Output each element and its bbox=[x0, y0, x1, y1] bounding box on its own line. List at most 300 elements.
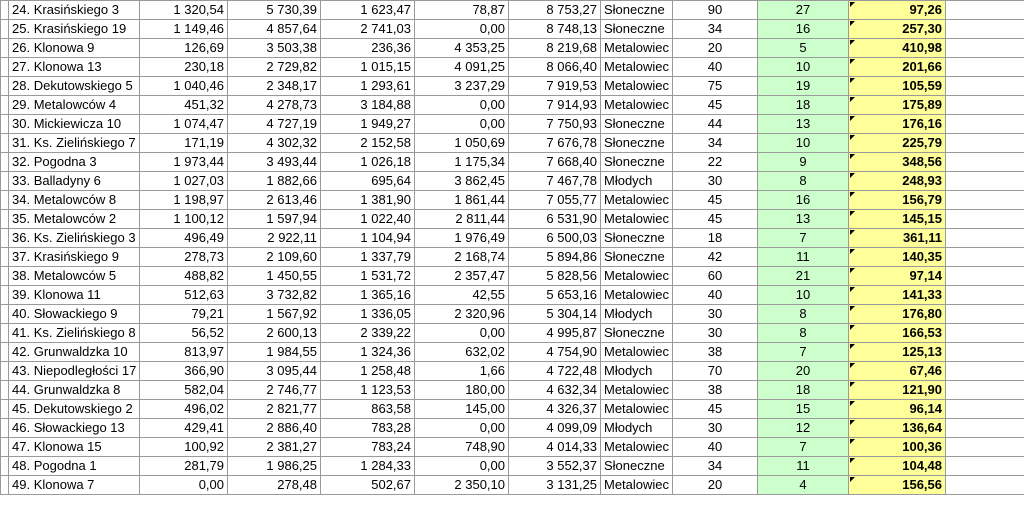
count1-cell[interactable]: 45 bbox=[673, 191, 758, 210]
row-gutter-cell[interactable] bbox=[1, 115, 9, 134]
value2-cell[interactable]: 4 302,32 bbox=[228, 134, 321, 153]
total-cell[interactable]: 4 099,09 bbox=[509, 419, 601, 438]
value2-cell[interactable]: 1 597,94 bbox=[228, 210, 321, 229]
total-cell[interactable]: 7 668,40 bbox=[509, 153, 601, 172]
total-cell[interactable]: 5 894,86 bbox=[509, 248, 601, 267]
empty-cell[interactable] bbox=[946, 476, 1024, 495]
row-gutter-cell[interactable] bbox=[1, 324, 9, 343]
street-cell[interactable] bbox=[9, 267, 140, 286]
count1-cell[interactable]: 30 bbox=[673, 324, 758, 343]
count1-cell[interactable]: 40 bbox=[673, 58, 758, 77]
score-cell[interactable]: 166,53 bbox=[849, 324, 946, 343]
count1-cell[interactable]: 34 bbox=[673, 457, 758, 476]
count1-cell[interactable]: 60 bbox=[673, 267, 758, 286]
value4-cell[interactable]: 180,00 bbox=[415, 381, 509, 400]
score-cell[interactable]: 96,14 bbox=[849, 400, 946, 419]
value1-cell[interactable]: 281,79 bbox=[140, 457, 228, 476]
value1-cell[interactable]: 496,49 bbox=[140, 229, 228, 248]
street-cell[interactable] bbox=[9, 229, 140, 248]
value4-cell[interactable]: 4 091,25 bbox=[415, 58, 509, 77]
street-cell[interactable] bbox=[9, 381, 140, 400]
value1-cell[interactable]: 429,41 bbox=[140, 419, 228, 438]
value4-cell[interactable]: 0,00 bbox=[415, 96, 509, 115]
row-gutter-cell[interactable] bbox=[1, 419, 9, 438]
score-cell[interactable]: 97,26 bbox=[849, 1, 946, 20]
value1-cell[interactable]: 813,97 bbox=[140, 343, 228, 362]
count2-cell[interactable]: 12 bbox=[758, 419, 849, 438]
value4-cell[interactable]: 2 350,10 bbox=[415, 476, 509, 495]
value3-cell[interactable]: 1 337,79 bbox=[321, 248, 415, 267]
value4-cell[interactable]: 145,00 bbox=[415, 400, 509, 419]
district-cell[interactable]: Młodych bbox=[601, 419, 673, 438]
empty-cell[interactable] bbox=[946, 58, 1024, 77]
score-cell[interactable]: 361,11 bbox=[849, 229, 946, 248]
value2-cell[interactable]: 3 095,44 bbox=[228, 362, 321, 381]
empty-cell[interactable] bbox=[946, 438, 1024, 457]
count2-cell[interactable]: 7 bbox=[758, 229, 849, 248]
total-cell[interactable]: 4 722,48 bbox=[509, 362, 601, 381]
value1-cell[interactable]: 1 149,46 bbox=[140, 20, 228, 39]
row-gutter-cell[interactable] bbox=[1, 20, 9, 39]
row-gutter-cell[interactable] bbox=[1, 400, 9, 419]
value2-cell[interactable]: 3 732,82 bbox=[228, 286, 321, 305]
value3-cell[interactable]: 1 365,16 bbox=[321, 286, 415, 305]
row-gutter-cell[interactable] bbox=[1, 438, 9, 457]
total-cell[interactable]: 7 919,53 bbox=[509, 77, 601, 96]
score-cell[interactable]: 257,30 bbox=[849, 20, 946, 39]
row-gutter-cell[interactable] bbox=[1, 39, 9, 58]
value2-cell[interactable]: 278,48 bbox=[228, 476, 321, 495]
value4-cell[interactable]: 3 237,29 bbox=[415, 77, 509, 96]
value3-cell[interactable]: 2 339,22 bbox=[321, 324, 415, 343]
street-cell[interactable] bbox=[9, 324, 140, 343]
empty-cell[interactable] bbox=[946, 191, 1024, 210]
value3-cell[interactable]: 1 022,40 bbox=[321, 210, 415, 229]
total-cell[interactable]: 3 131,25 bbox=[509, 476, 601, 495]
value2-cell[interactable]: 1 567,92 bbox=[228, 305, 321, 324]
district-cell[interactable]: Słoneczne bbox=[601, 134, 673, 153]
total-cell[interactable]: 7 467,78 bbox=[509, 172, 601, 191]
count2-cell[interactable]: 18 bbox=[758, 96, 849, 115]
value4-cell[interactable]: 78,87 bbox=[415, 1, 509, 20]
count1-cell[interactable]: 20 bbox=[673, 476, 758, 495]
value3-cell[interactable]: 1 336,05 bbox=[321, 305, 415, 324]
score-cell[interactable]: 175,89 bbox=[849, 96, 946, 115]
score-cell[interactable]: 67,46 bbox=[849, 362, 946, 381]
district-cell[interactable]: Metalowiec bbox=[601, 210, 673, 229]
value4-cell[interactable]: 632,02 bbox=[415, 343, 509, 362]
total-cell[interactable]: 8 748,13 bbox=[509, 20, 601, 39]
count1-cell[interactable]: 45 bbox=[673, 96, 758, 115]
row-gutter-cell[interactable] bbox=[1, 58, 9, 77]
row-gutter-cell[interactable] bbox=[1, 362, 9, 381]
count2-cell[interactable]: 13 bbox=[758, 115, 849, 134]
count1-cell[interactable]: 75 bbox=[673, 77, 758, 96]
count2-cell[interactable]: 7 bbox=[758, 438, 849, 457]
value3-cell[interactable]: 1 123,53 bbox=[321, 381, 415, 400]
street-cell[interactable] bbox=[9, 77, 140, 96]
count2-cell[interactable]: 8 bbox=[758, 172, 849, 191]
value4-cell[interactable]: 0,00 bbox=[415, 115, 509, 134]
score-cell[interactable]: 141,33 bbox=[849, 286, 946, 305]
value2-cell[interactable]: 1 984,55 bbox=[228, 343, 321, 362]
value4-cell[interactable]: 3 862,45 bbox=[415, 172, 509, 191]
total-cell[interactable]: 8 066,40 bbox=[509, 58, 601, 77]
count1-cell[interactable]: 30 bbox=[673, 419, 758, 438]
value2-cell[interactable]: 2 381,27 bbox=[228, 438, 321, 457]
count2-cell[interactable]: 16 bbox=[758, 20, 849, 39]
total-cell[interactable]: 5 304,14 bbox=[509, 305, 601, 324]
district-cell[interactable]: Metalowiec bbox=[601, 39, 673, 58]
row-gutter-cell[interactable] bbox=[1, 77, 9, 96]
count2-cell[interactable]: 11 bbox=[758, 457, 849, 476]
value4-cell[interactable]: 2 320,96 bbox=[415, 305, 509, 324]
empty-cell[interactable] bbox=[946, 229, 1024, 248]
value3-cell[interactable]: 1 623,47 bbox=[321, 1, 415, 20]
district-cell[interactable]: Metalowiec bbox=[601, 267, 673, 286]
row-gutter-cell[interactable] bbox=[1, 286, 9, 305]
value2-cell[interactable]: 2 821,77 bbox=[228, 400, 321, 419]
empty-cell[interactable] bbox=[946, 248, 1024, 267]
total-cell[interactable]: 6 531,90 bbox=[509, 210, 601, 229]
value2-cell[interactable]: 1 986,25 bbox=[228, 457, 321, 476]
value4-cell[interactable]: 2 357,47 bbox=[415, 267, 509, 286]
count2-cell[interactable]: 4 bbox=[758, 476, 849, 495]
value1-cell[interactable]: 100,92 bbox=[140, 438, 228, 457]
row-gutter-cell[interactable] bbox=[1, 1, 9, 20]
row-gutter-cell[interactable] bbox=[1, 96, 9, 115]
empty-cell[interactable] bbox=[946, 210, 1024, 229]
value4-cell[interactable]: 2 168,74 bbox=[415, 248, 509, 267]
street-cell[interactable] bbox=[9, 153, 140, 172]
score-cell[interactable]: 97,14 bbox=[849, 267, 946, 286]
count2-cell[interactable]: 7 bbox=[758, 343, 849, 362]
value1-cell[interactable]: 1 040,46 bbox=[140, 77, 228, 96]
value2-cell[interactable]: 4 278,73 bbox=[228, 96, 321, 115]
value4-cell[interactable]: 4 353,25 bbox=[415, 39, 509, 58]
value4-cell[interactable]: 2 811,44 bbox=[415, 210, 509, 229]
total-cell[interactable]: 7 055,77 bbox=[509, 191, 601, 210]
value2-cell[interactable]: 4 727,19 bbox=[228, 115, 321, 134]
value4-cell[interactable]: 0,00 bbox=[415, 20, 509, 39]
value1-cell[interactable]: 451,32 bbox=[140, 96, 228, 115]
count2-cell[interactable]: 10 bbox=[758, 58, 849, 77]
street-cell[interactable] bbox=[9, 172, 140, 191]
value4-cell[interactable]: 0,00 bbox=[415, 457, 509, 476]
total-cell[interactable]: 5 828,56 bbox=[509, 267, 601, 286]
district-cell[interactable]: Metalowiec bbox=[601, 476, 673, 495]
total-cell[interactable]: 7 750,93 bbox=[509, 115, 601, 134]
score-cell[interactable]: 121,90 bbox=[849, 381, 946, 400]
street-cell[interactable] bbox=[9, 20, 140, 39]
value3-cell[interactable]: 1 258,48 bbox=[321, 362, 415, 381]
count2-cell[interactable]: 8 bbox=[758, 305, 849, 324]
value4-cell[interactable]: 748,90 bbox=[415, 438, 509, 457]
row-gutter-cell[interactable] bbox=[1, 134, 9, 153]
total-cell[interactable]: 3 552,37 bbox=[509, 457, 601, 476]
district-cell[interactable]: Słoneczne bbox=[601, 1, 673, 20]
count1-cell[interactable]: 30 bbox=[673, 172, 758, 191]
value3-cell[interactable]: 863,58 bbox=[321, 400, 415, 419]
value1-cell[interactable]: 278,73 bbox=[140, 248, 228, 267]
total-cell[interactable]: 6 500,03 bbox=[509, 229, 601, 248]
value3-cell[interactable]: 1 293,61 bbox=[321, 77, 415, 96]
count1-cell[interactable]: 20 bbox=[673, 39, 758, 58]
district-cell[interactable]: Słoneczne bbox=[601, 324, 673, 343]
row-gutter-cell[interactable] bbox=[1, 153, 9, 172]
total-cell[interactable]: 5 653,16 bbox=[509, 286, 601, 305]
count2-cell[interactable]: 10 bbox=[758, 134, 849, 153]
empty-cell[interactable] bbox=[946, 457, 1024, 476]
street-cell[interactable] bbox=[9, 362, 140, 381]
value1-cell[interactable]: 366,90 bbox=[140, 362, 228, 381]
empty-cell[interactable] bbox=[946, 115, 1024, 134]
total-cell[interactable]: 8 753,27 bbox=[509, 1, 601, 20]
street-cell[interactable] bbox=[9, 248, 140, 267]
count2-cell[interactable]: 9 bbox=[758, 153, 849, 172]
score-cell[interactable]: 156,79 bbox=[849, 191, 946, 210]
empty-cell[interactable] bbox=[946, 286, 1024, 305]
total-cell[interactable]: 7 676,78 bbox=[509, 134, 601, 153]
empty-cell[interactable] bbox=[946, 96, 1024, 115]
value4-cell[interactable]: 1 861,44 bbox=[415, 191, 509, 210]
district-cell[interactable]: Metalowiec bbox=[601, 96, 673, 115]
empty-cell[interactable] bbox=[946, 324, 1024, 343]
street-cell[interactable] bbox=[9, 457, 140, 476]
street-cell[interactable] bbox=[9, 286, 140, 305]
count2-cell[interactable]: 13 bbox=[758, 210, 849, 229]
district-cell[interactable]: Metalowiec bbox=[601, 381, 673, 400]
street-cell[interactable] bbox=[9, 305, 140, 324]
value3-cell[interactable]: 1 949,27 bbox=[321, 115, 415, 134]
value1-cell[interactable]: 1 074,47 bbox=[140, 115, 228, 134]
score-cell[interactable]: 348,56 bbox=[849, 153, 946, 172]
value3-cell[interactable]: 2 152,58 bbox=[321, 134, 415, 153]
value4-cell[interactable]: 1 050,69 bbox=[415, 134, 509, 153]
district-cell[interactable]: Słoneczne bbox=[601, 248, 673, 267]
count1-cell[interactable]: 90 bbox=[673, 1, 758, 20]
total-cell[interactable]: 4 632,34 bbox=[509, 381, 601, 400]
value3-cell[interactable]: 1 104,94 bbox=[321, 229, 415, 248]
value3-cell[interactable]: 1 284,33 bbox=[321, 457, 415, 476]
count1-cell[interactable]: 30 bbox=[673, 305, 758, 324]
district-cell[interactable]: Młodych bbox=[601, 305, 673, 324]
empty-cell[interactable] bbox=[946, 39, 1024, 58]
count1-cell[interactable]: 40 bbox=[673, 286, 758, 305]
value1-cell[interactable]: 1 973,44 bbox=[140, 153, 228, 172]
total-cell[interactable]: 4 995,87 bbox=[509, 324, 601, 343]
score-cell[interactable]: 156,56 bbox=[849, 476, 946, 495]
district-cell[interactable]: Metalowiec bbox=[601, 400, 673, 419]
row-gutter-cell[interactable] bbox=[1, 229, 9, 248]
value3-cell[interactable]: 1 324,36 bbox=[321, 343, 415, 362]
street-cell[interactable] bbox=[9, 58, 140, 77]
street-cell[interactable] bbox=[9, 115, 140, 134]
value2-cell[interactable]: 2 746,77 bbox=[228, 381, 321, 400]
total-cell[interactable]: 8 219,68 bbox=[509, 39, 601, 58]
value4-cell[interactable]: 1 175,34 bbox=[415, 153, 509, 172]
score-cell[interactable]: 176,16 bbox=[849, 115, 946, 134]
count2-cell[interactable]: 5 bbox=[758, 39, 849, 58]
total-cell[interactable]: 4 326,37 bbox=[509, 400, 601, 419]
empty-cell[interactable] bbox=[946, 172, 1024, 191]
district-cell[interactable]: Słoneczne bbox=[601, 457, 673, 476]
value3-cell[interactable]: 783,28 bbox=[321, 419, 415, 438]
value2-cell[interactable]: 2 613,46 bbox=[228, 191, 321, 210]
empty-cell[interactable] bbox=[946, 400, 1024, 419]
value4-cell[interactable]: 1,66 bbox=[415, 362, 509, 381]
street-cell[interactable] bbox=[9, 419, 140, 438]
value3-cell[interactable]: 236,36 bbox=[321, 39, 415, 58]
street-cell[interactable] bbox=[9, 96, 140, 115]
value1-cell[interactable]: 488,82 bbox=[140, 267, 228, 286]
value3-cell[interactable]: 783,24 bbox=[321, 438, 415, 457]
count2-cell[interactable]: 11 bbox=[758, 248, 849, 267]
street-cell[interactable] bbox=[9, 191, 140, 210]
value2-cell[interactable]: 2 348,17 bbox=[228, 77, 321, 96]
value2-cell[interactable]: 4 857,64 bbox=[228, 20, 321, 39]
street-cell[interactable] bbox=[9, 39, 140, 58]
value1-cell[interactable]: 56,52 bbox=[140, 324, 228, 343]
count2-cell[interactable]: 8 bbox=[758, 324, 849, 343]
count2-cell[interactable]: 19 bbox=[758, 77, 849, 96]
value1-cell[interactable]: 496,02 bbox=[140, 400, 228, 419]
count1-cell[interactable]: 70 bbox=[673, 362, 758, 381]
count1-cell[interactable]: 45 bbox=[673, 400, 758, 419]
count1-cell[interactable]: 18 bbox=[673, 229, 758, 248]
value2-cell[interactable]: 1 882,66 bbox=[228, 172, 321, 191]
value1-cell[interactable]: 1 320,54 bbox=[140, 1, 228, 20]
row-gutter-cell[interactable] bbox=[1, 248, 9, 267]
district-cell[interactable]: Metalowiec bbox=[601, 77, 673, 96]
empty-cell[interactable] bbox=[946, 20, 1024, 39]
count2-cell[interactable]: 10 bbox=[758, 286, 849, 305]
value3-cell[interactable]: 2 741,03 bbox=[321, 20, 415, 39]
street-cell[interactable] bbox=[9, 134, 140, 153]
empty-cell[interactable] bbox=[946, 153, 1024, 172]
score-cell[interactable]: 140,35 bbox=[849, 248, 946, 267]
value3-cell[interactable]: 1 026,18 bbox=[321, 153, 415, 172]
district-cell[interactable]: Młodych bbox=[601, 172, 673, 191]
value3-cell[interactable]: 3 184,88 bbox=[321, 96, 415, 115]
street-cell[interactable] bbox=[9, 400, 140, 419]
value1-cell[interactable]: 79,21 bbox=[140, 305, 228, 324]
district-cell[interactable]: Metalowiec bbox=[601, 286, 673, 305]
street-cell[interactable] bbox=[9, 210, 140, 229]
count1-cell[interactable]: 40 bbox=[673, 438, 758, 457]
street-cell[interactable] bbox=[9, 438, 140, 457]
value1-cell[interactable]: 1 100,12 bbox=[140, 210, 228, 229]
value1-cell[interactable]: 0,00 bbox=[140, 476, 228, 495]
value2-cell[interactable]: 2 600,13 bbox=[228, 324, 321, 343]
value1-cell[interactable]: 1 027,03 bbox=[140, 172, 228, 191]
count1-cell[interactable]: 45 bbox=[673, 210, 758, 229]
count2-cell[interactable]: 18 bbox=[758, 381, 849, 400]
value3-cell[interactable]: 1 531,72 bbox=[321, 267, 415, 286]
empty-cell[interactable] bbox=[946, 134, 1024, 153]
empty-cell[interactable] bbox=[946, 419, 1024, 438]
district-cell[interactable]: Metalowiec bbox=[601, 58, 673, 77]
count1-cell[interactable]: 34 bbox=[673, 20, 758, 39]
value3-cell[interactable]: 502,67 bbox=[321, 476, 415, 495]
district-cell[interactable]: Słoneczne bbox=[601, 115, 673, 134]
count1-cell[interactable]: 44 bbox=[673, 115, 758, 134]
count1-cell[interactable]: 22 bbox=[673, 153, 758, 172]
district-cell[interactable]: Młodych bbox=[601, 362, 673, 381]
count1-cell[interactable]: 34 bbox=[673, 134, 758, 153]
value3-cell[interactable]: 1 015,15 bbox=[321, 58, 415, 77]
value2-cell[interactable]: 2 729,82 bbox=[228, 58, 321, 77]
district-cell[interactable]: Słoneczne bbox=[601, 229, 673, 248]
count2-cell[interactable]: 21 bbox=[758, 267, 849, 286]
score-cell[interactable]: 248,93 bbox=[849, 172, 946, 191]
value4-cell[interactable]: 0,00 bbox=[415, 324, 509, 343]
row-gutter-cell[interactable] bbox=[1, 210, 9, 229]
total-cell[interactable]: 4 754,90 bbox=[509, 343, 601, 362]
value2-cell[interactable]: 2 922,11 bbox=[228, 229, 321, 248]
empty-cell[interactable] bbox=[946, 1, 1024, 20]
district-cell[interactable]: Metalowiec bbox=[601, 438, 673, 457]
value3-cell[interactable]: 1 381,90 bbox=[321, 191, 415, 210]
empty-cell[interactable] bbox=[946, 267, 1024, 286]
count2-cell[interactable]: 20 bbox=[758, 362, 849, 381]
row-gutter-cell[interactable] bbox=[1, 267, 9, 286]
row-gutter-cell[interactable] bbox=[1, 172, 9, 191]
row-gutter-cell[interactable] bbox=[1, 305, 9, 324]
empty-cell[interactable] bbox=[946, 77, 1024, 96]
value1-cell[interactable]: 230,18 bbox=[140, 58, 228, 77]
district-cell[interactable]: Metalowiec bbox=[601, 343, 673, 362]
score-cell[interactable]: 100,36 bbox=[849, 438, 946, 457]
score-cell[interactable]: 136,64 bbox=[849, 419, 946, 438]
score-cell[interactable]: 145,15 bbox=[849, 210, 946, 229]
total-cell[interactable]: 4 014,33 bbox=[509, 438, 601, 457]
count2-cell[interactable]: 15 bbox=[758, 400, 849, 419]
score-cell[interactable]: 225,79 bbox=[849, 134, 946, 153]
empty-cell[interactable] bbox=[946, 381, 1024, 400]
value4-cell[interactable]: 42,55 bbox=[415, 286, 509, 305]
value2-cell[interactable]: 3 493,44 bbox=[228, 153, 321, 172]
value1-cell[interactable]: 126,69 bbox=[140, 39, 228, 58]
value2-cell[interactable]: 1 450,55 bbox=[228, 267, 321, 286]
score-cell[interactable]: 105,59 bbox=[849, 77, 946, 96]
value4-cell[interactable]: 0,00 bbox=[415, 419, 509, 438]
score-cell[interactable]: 125,13 bbox=[849, 343, 946, 362]
count1-cell[interactable]: 38 bbox=[673, 381, 758, 400]
score-cell[interactable]: 104,48 bbox=[849, 457, 946, 476]
value2-cell[interactable]: 3 503,38 bbox=[228, 39, 321, 58]
empty-cell[interactable] bbox=[946, 305, 1024, 324]
value2-cell[interactable]: 5 730,39 bbox=[228, 1, 321, 20]
value1-cell[interactable]: 171,19 bbox=[140, 134, 228, 153]
score-cell[interactable]: 176,80 bbox=[849, 305, 946, 324]
count2-cell[interactable]: 16 bbox=[758, 191, 849, 210]
count1-cell[interactable]: 38 bbox=[673, 343, 758, 362]
street-cell[interactable] bbox=[9, 343, 140, 362]
value1-cell[interactable]: 1 198,97 bbox=[140, 191, 228, 210]
score-cell[interactable]: 410,98 bbox=[849, 39, 946, 58]
street-cell[interactable] bbox=[9, 476, 140, 495]
row-gutter-cell[interactable] bbox=[1, 476, 9, 495]
value3-cell[interactable]: 695,64 bbox=[321, 172, 415, 191]
district-cell[interactable]: Słoneczne bbox=[601, 20, 673, 39]
street-cell[interactable] bbox=[9, 1, 140, 20]
value1-cell[interactable]: 582,04 bbox=[140, 381, 228, 400]
score-cell[interactable]: 201,66 bbox=[849, 58, 946, 77]
value2-cell[interactable]: 2 886,40 bbox=[228, 419, 321, 438]
value2-cell[interactable]: 2 109,60 bbox=[228, 248, 321, 267]
value4-cell[interactable]: 1 976,49 bbox=[415, 229, 509, 248]
